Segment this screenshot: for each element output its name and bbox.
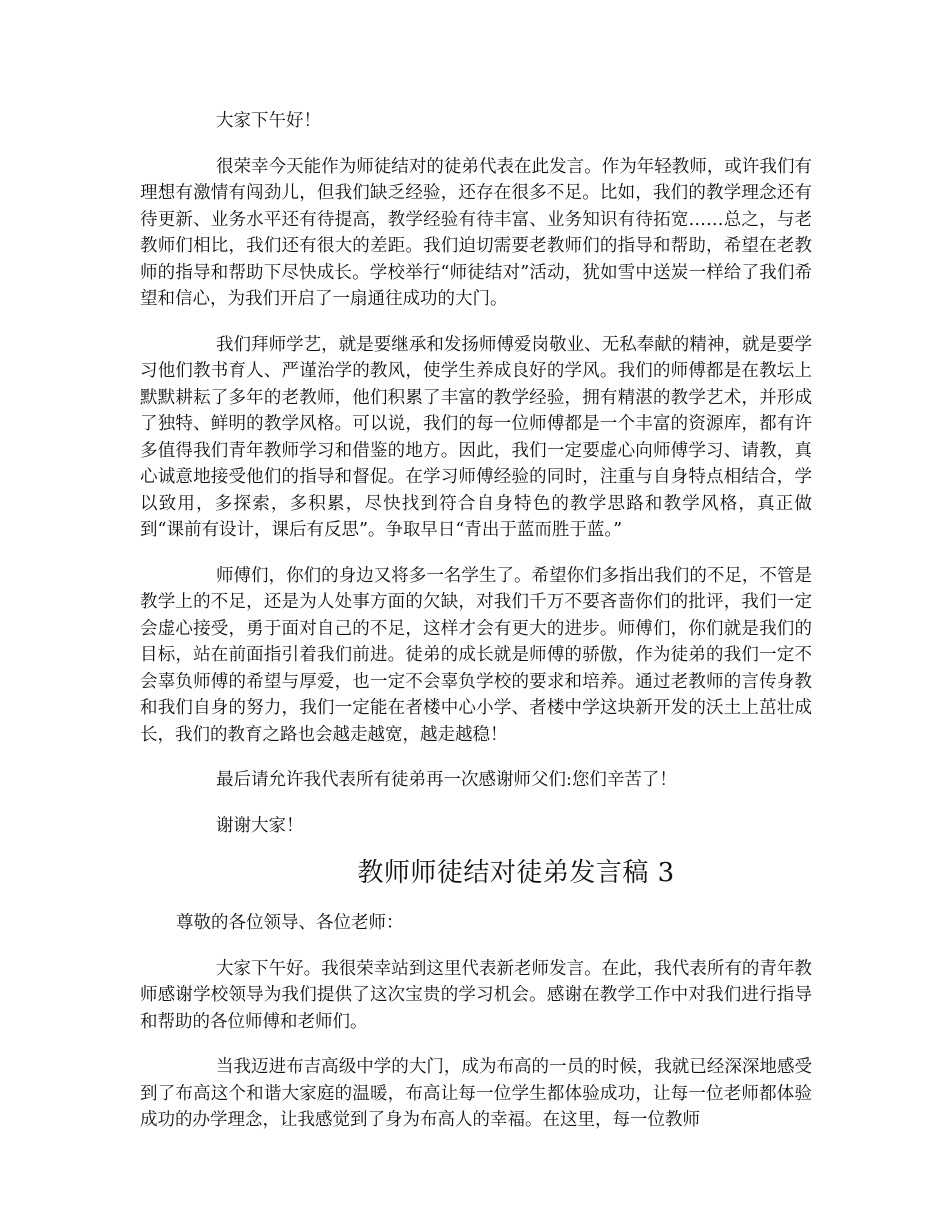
body-paragraph: 师傅们，你们的身边又将多一名学生了。希望你们多指出我们的不足，不管是教学上的不足，还是为人处事方面的欠缺，对我们千万不要吝啬你们的批评，我们一定会虚心接受，勇于面对自己的不足，这样才会有更大的进步。师傅们，你们就是我们的目标，站在前面指引着我们前进。徒弟的成长就是师傅的骄傲，作为徒弟的我们一定不会辜负师傅的希望与厚爱，也一定不会辜负学校的要求和培养。通过老教师的言传身教和我们自身的努力，我们一定能在者楼中心小学、者楼中学这块新开发的沃土上茁壮成长，我们的教育之路也会越走越宽，越走越稳！	[140, 565, 812, 745]
greeting-paragraph: 大家下午好！	[216, 111, 321, 131]
body-paragraph: 大家下午好。我很荣幸站到这里代表新老师发言。在此，我代表所有的青年教师感谢学校领导为我们提供了这次宝贵的学习机会。感谢在教学工作中对我们进行指导和帮助的各位师傅和老师们。	[140, 958, 812, 1032]
body-paragraph: 我们拜师学艺，就是要继承和发扬师傅爱岗敬业、无私奉献的精神，就是要学习他们教书育人、严谨治学的教风，使学生养成良好的学风。我们的师傅都是在教坛上默默耕耘了多年的老教师，他们积累了丰富的教学经验，拥有精湛的教学艺术，并形成了独特、鲜明的教学风格。可以说，我们的每一位师傅都是一个丰富的资源库，都有许多值得我们青年教师学习和借鉴的地方。因此，我们一定要虚心向师傅学习、请教，真心诚意地接受他们的指导和督促。在学习师傅经验的同时，注重与自身特点相结合，学以致用，多探索，多积累，尽快找到符合自身特色的教学思路和教学风格，真正做到“课前有设计，课后有反思”。争取早日“青出于蓝而胜于蓝。”	[140, 334, 812, 540]
salutation: 尊敬的各位领导、各位老师：	[176, 913, 404, 933]
body-paragraph: 当我迈进布吉高级中学的大门，成为布高的一员的时候，我就已经深深地感受到了布高这个和谐大家庭的温暖，布高让每一位学生都体验成功，让每一位老师都体验成功的办学理念，让我感觉到了身为布高人的幸福。在这里，每一位教师	[140, 1057, 812, 1130]
closing-paragraph: 最后请允许我代表所有徒弟再一次感谢师父们:您们辛苦了！	[216, 770, 677, 790]
body-paragraph: 很荣幸今天能作为师徒结对的徒弟代表在此发言。作为年轻教师，或许我们有理想有激情有闯劲儿，但我们缺乏经验，还存在很多不足。比如，我们的教学理念还有待更新、业务水平还有待提高，教学经验有待丰富、业务知识有待拓宽……总之，与老教师们相比，我们还有很大的差距。我们迫切需要老教师们的指导和帮助，希望在老教师的指导和帮助下尽快成长。学校举行“师徒结对”活动，犹如雪中送炭一样给了我们希望和信心，为我们开启了一扇通往成功的大门。	[140, 156, 812, 309]
document-body	[140, 108, 812, 1134]
thanks-paragraph: 谢谢大家！	[216, 815, 304, 836]
section-title: 教师师徒结对徒弟发言稿 3	[357, 858, 675, 888]
